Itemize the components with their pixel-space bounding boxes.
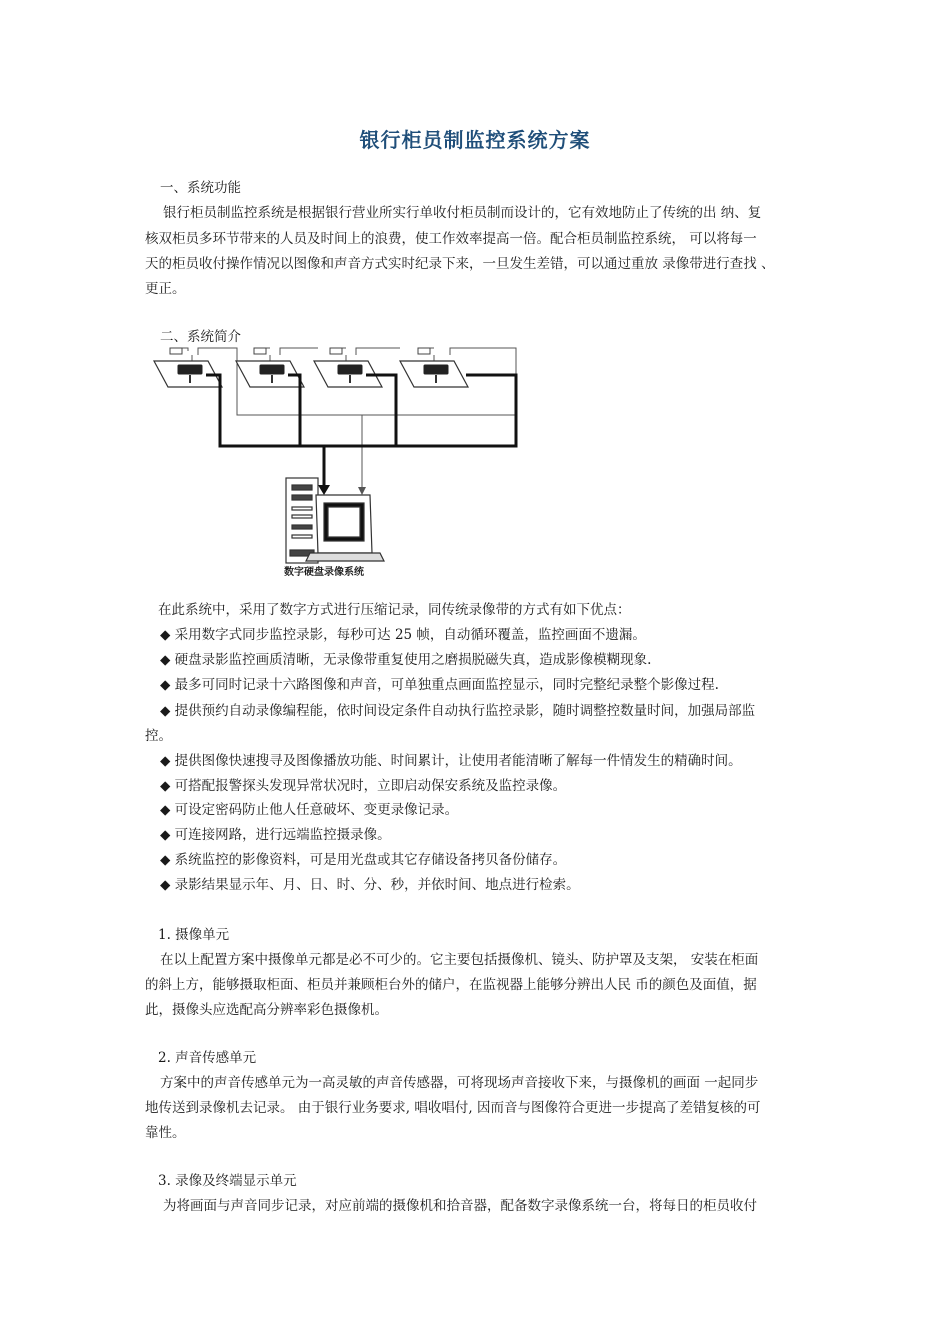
paragraph-line: 核双柜员多环节带来的人员及时间上的浪费，使工作效率提高一倍。配合柜员制监控系统， 可以将每一	[145, 231, 757, 247]
bullet-item: ◆ 可搭配报警探头发现异常状况时，立即启动保安系统及监控录像。	[160, 778, 567, 794]
unit-heading-camera: 1. 摄像单元	[158, 927, 230, 943]
page-title: 银行柜员制监控系统方案	[359, 128, 591, 152]
paragraph-line: 银行柜员制监控系统是根据银行营业所实行单收付柜员制而设计的，它有效地防止了传统的出 纳、复	[163, 205, 762, 221]
bullet-item: ◆ 最多可同时记录十六路图像和声音，可单独重点画面监控显示，同时完整纪录整个影像过程.	[160, 677, 719, 693]
bullet-item-continued: 控。	[145, 728, 172, 744]
bullet-item: ◆ 可连接网路，进行远端监控摄录像。	[160, 827, 391, 843]
paragraph-line: 为将画面与声音同步记录，对应前端的摄像机和拾音器，配备数字录像系统一台，将每日的柜员收付	[163, 1198, 757, 1214]
bullet-item: ◆ 系统监控的影像资料，可是用光盘或其它存储设备拷贝备份储存。	[160, 852, 567, 868]
diagram-caption: 数字硬盘录像系统	[284, 567, 364, 578]
paragraph-line: 在以上配置方案中摄像单元都是必不可少的。它主要包括摄像机、镜头、防护罩及支架， 安装在柜面	[160, 952, 759, 968]
unit-heading-audio: 2. 声音传感单元	[158, 1050, 257, 1066]
unit-heading-recording: 3. 录像及终端显示单元	[158, 1173, 297, 1189]
paragraph-line: 靠性。	[145, 1125, 186, 1141]
paragraph-line: 的斜上方，能够摄取柜面、柜员并兼顾柜台外的储户，在监视器上能够分辨出人民 币的颜色及面值，据	[145, 977, 757, 993]
paragraph-line: 地传送到录像机去记录。 由于银行业务要求, 唱收唱付, 因而音与图像符合更进一步提高了差错复核的可	[145, 1100, 761, 1116]
paragraph-line: 方案中的声音传感单元为一高灵敏的声音传感器，可将现场声音接收下来，与摄像机的画面 一起同步	[160, 1075, 759, 1091]
bullet-item: ◆ 提供图像快速搜寻及图像播放功能、时间累计，让使用者能清晰了解每一件情发生的精确时间。	[160, 753, 742, 769]
section-heading-functions: 一、系统功能	[160, 180, 241, 196]
bullet-item: ◆ 提供预约自动录像编程能，依时间设定条件自动执行监控录影，随时调整控数量时间，加强局部监	[160, 703, 756, 719]
section-heading-overview: 二、系统简介	[160, 329, 241, 345]
bullet-item: ◆ 录影结果显示年、月、日、时、分、秒，并依时间、地点进行检索。	[160, 877, 580, 893]
bullet-item: ◆ 硬盘录影监控画质清晰，无录像带重复使用之磨损脱磁失真，造成影像模糊现象.	[160, 652, 652, 668]
bullet-item: ◆ 采用数字式同步监控录影，每秒可达 25 帧，自动循环覆盖，监控画面不遗漏。	[160, 627, 646, 643]
system-diagram	[150, 345, 530, 585]
bullet-item: ◆ 可设定密码防止他人任意破坏、变更录像记录。	[160, 802, 459, 818]
intro-text: 在此系统中，采用了数字方式进行压缩记录，同传统录像带的方式有如下优点：	[158, 602, 631, 618]
paragraph-line: 此，摄像头应选配高分辨率彩色摄像机。	[145, 1002, 388, 1018]
paragraph-line: 更正。	[145, 281, 186, 297]
paragraph-line: 天的柜员收付操作情况以图像和声音方式实时纪录下来，一旦发生差错，可以通过重放 录像带进行查找 、	[145, 256, 775, 272]
